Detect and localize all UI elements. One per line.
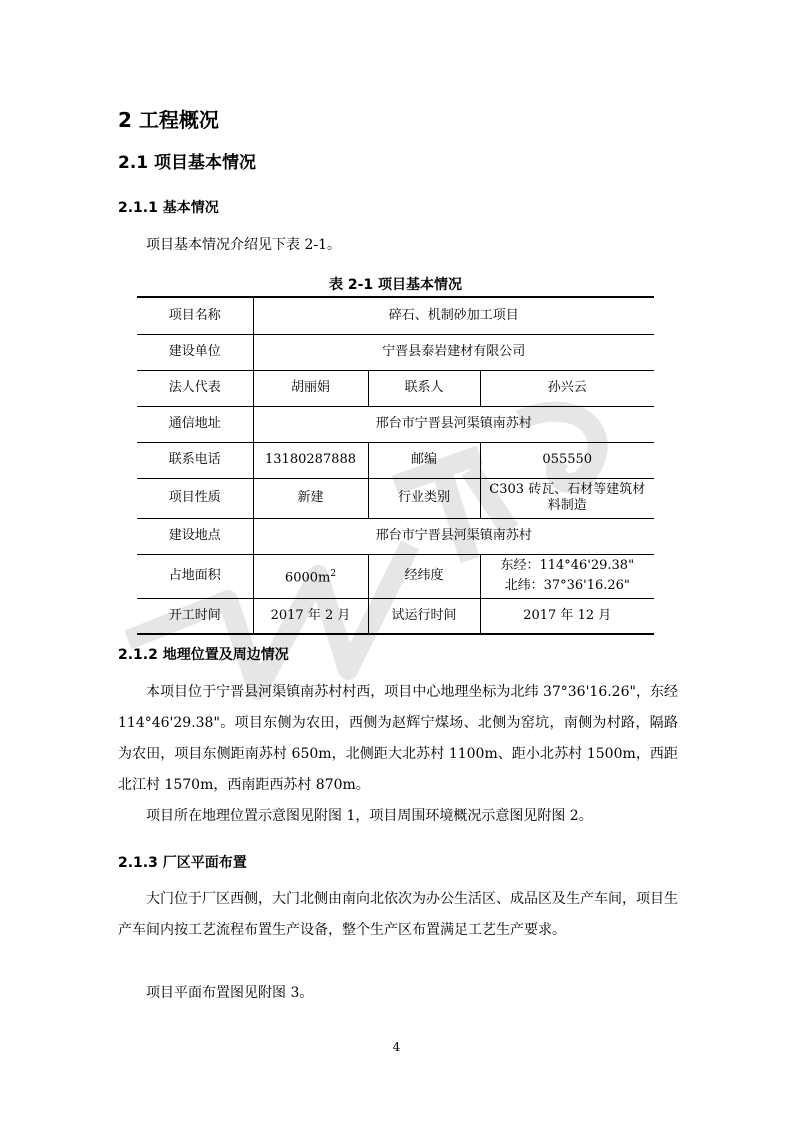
table-value: 055550 [480, 442, 654, 478]
table-label: 建设地点 [137, 518, 253, 554]
table-row [137, 297, 654, 334]
table-value: 胡丽娟 [253, 370, 368, 406]
table-value: 2017 年 2 月 [253, 598, 368, 634]
table-label: 联系人 [368, 370, 480, 406]
table-label: 项目性质 [137, 478, 253, 518]
table-label: 占地面积 [137, 554, 253, 598]
table-label: 法人代表 [137, 370, 253, 406]
layout-figure-paragraph: 项目平面布置图见附图 3。 [146, 985, 314, 1001]
location-paragraph: 本项目位于宁晋县河渠镇南苏村村西，项目中心地理坐标为北纬 37°36'16.26"，东经 114°46'29.38"。项目东侧为农田，西侧为赵辉宁煤场、北侧为窑坑，南侧为村路，隔路为农田，项目东侧距南苏村 650m，北侧距大北苏村 1100m、距小北苏村 1500m，西距北江村 1570m，西南距西苏村 870m。 [118, 684, 678, 793]
intro-paragraph: 项目基本情况介绍见下表 2-1。 [146, 237, 341, 253]
subsection-heading-basic: 2.1.1 基本情况 [118, 200, 219, 216]
table-row [137, 406, 654, 442]
coord-east: 东经：114°46'29.38" [500, 558, 635, 573]
table-row [137, 554, 654, 598]
area-value: 6000m [284, 570, 331, 586]
table-label: 建设单位 [137, 334, 253, 370]
table-label: 行业类别 [368, 478, 480, 518]
table-caption: 表 2-1 项目基本情况 [328, 277, 463, 293]
chapter-heading: 2 工程概况 [118, 108, 219, 132]
page-number: 4 [392, 1040, 401, 1054]
table-label: 联系电话 [137, 442, 253, 478]
table-row [137, 518, 654, 554]
table-value: 邢台市宁晋县河渠镇南苏村 [253, 406, 654, 442]
table-value [253, 554, 368, 598]
table-value: 宁晋县泰岩建材有限公司 [253, 334, 654, 370]
table-row [137, 334, 654, 370]
section-heading: 2.1 项目基本情况 [118, 153, 257, 173]
location-figures-paragraph: 项目所在地理位置示意图见附图 1，项目周围环境概况示意图见附图 2。 [146, 808, 593, 824]
table-row [137, 598, 654, 634]
subsection-heading-location: 2.1.2 地理位置及周边情况 [118, 647, 289, 663]
table-row [137, 370, 654, 406]
table-value: 2017 年 12 月 [480, 598, 654, 634]
table-label: 项目名称 [137, 297, 253, 334]
table-value: 新建 [253, 478, 368, 518]
subsection-heading-layout: 2.1.3 厂区平面布置 [118, 855, 247, 871]
table-label: 通信地址 [137, 406, 253, 442]
project-info-table [137, 296, 654, 635]
table-value: C303 砖瓦、石材等建筑材料制造 [480, 478, 654, 518]
table-value [480, 554, 654, 598]
table-label: 开工时间 [137, 598, 253, 634]
table-value: 13180287888 [253, 442, 368, 478]
table-value: 碎石、机制砂加工项目 [253, 297, 654, 334]
area-unit-superscript: 2 [330, 568, 337, 579]
coord-north: 北纬：37°36'16.26" [504, 578, 630, 593]
table-label: 经纬度 [368, 554, 480, 598]
layout-paragraph: 大门位于厂区西侧，大门北侧由南向北依次为办公生活区、成品区及生产车间，项目生产车间内按工艺流程布置生产设备，整个生产区布置满足工艺生产要求。 [118, 891, 678, 938]
table-row [137, 442, 654, 478]
table-value: 邢台市宁晋县河渠镇南苏村 [253, 518, 654, 554]
table-label: 邮编 [368, 442, 480, 478]
table-row [137, 478, 654, 518]
table-value: 孙兴云 [480, 370, 654, 406]
table-label: 试运行时间 [368, 598, 480, 634]
